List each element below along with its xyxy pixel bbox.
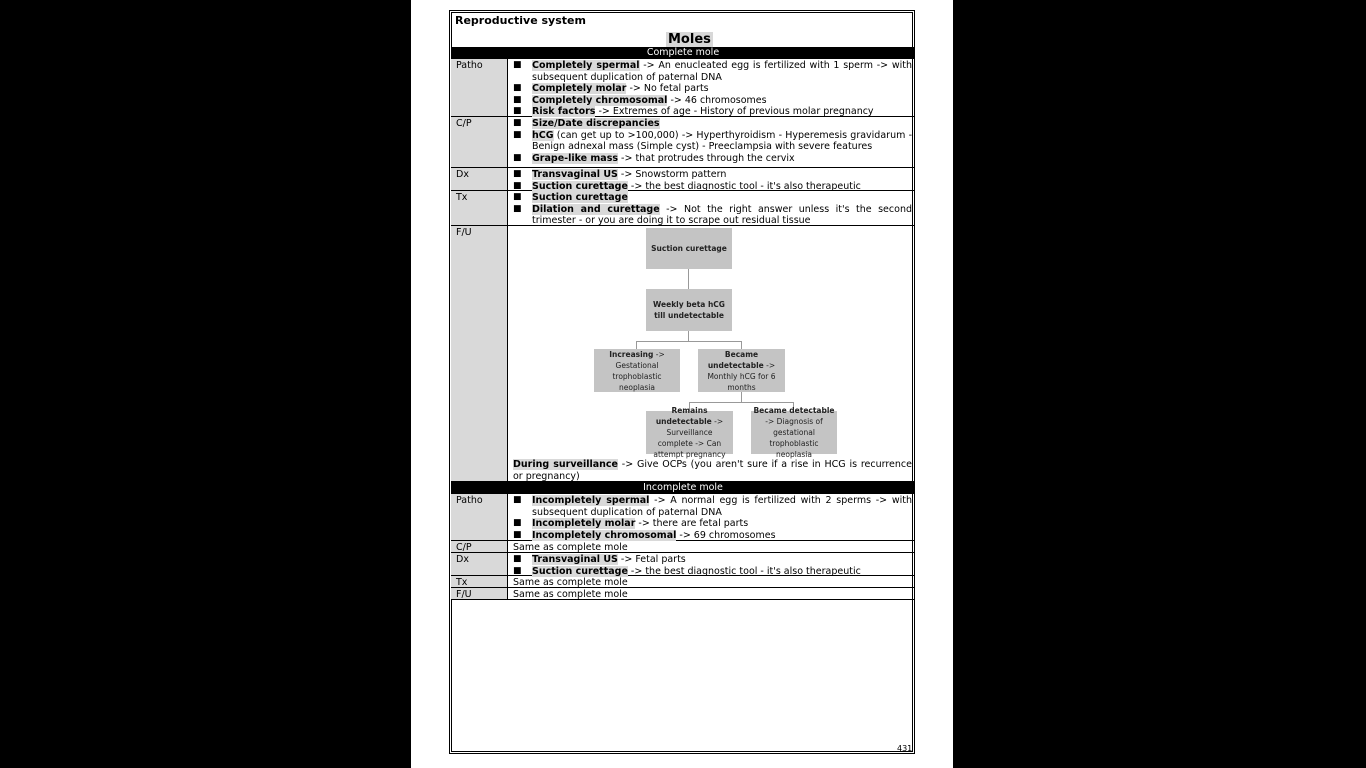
bullet-square-icon: ■ xyxy=(513,495,522,505)
bullet-text xyxy=(532,192,912,204)
bullet-key: Incompletely spermal xyxy=(532,495,650,506)
row-text: Same as complete mole xyxy=(513,589,628,600)
row-label: C/P xyxy=(451,117,508,167)
bullet-key: Size/Date discrepancies xyxy=(532,118,660,129)
incomplete-fu-row xyxy=(451,588,915,600)
bullet-desc: -> Snowstorm pattern xyxy=(617,169,727,180)
flow-connector xyxy=(688,269,689,289)
bullet-list xyxy=(509,494,915,540)
bullet-text xyxy=(532,204,912,227)
bullet-item xyxy=(513,118,912,130)
row-label: F/U xyxy=(451,226,508,481)
surveillance-note xyxy=(513,459,912,482)
bullet-item xyxy=(513,130,912,153)
bullet-square-icon: ■ xyxy=(513,529,522,540)
flow-box-suction xyxy=(646,228,732,269)
section-header: Reproductive system xyxy=(455,14,586,27)
row-text: Same as complete mole xyxy=(513,542,628,553)
bullet-item xyxy=(513,95,912,107)
bullet-key: Transvaginal US xyxy=(532,554,618,565)
bullet-key: Risk factors xyxy=(532,106,596,117)
bullet-text xyxy=(532,169,912,181)
bullet-item xyxy=(513,169,912,181)
bullet-item xyxy=(513,495,912,518)
bullet-square-icon: ■ xyxy=(513,518,522,528)
bullet-square-icon: ■ xyxy=(513,180,522,191)
bullet-text xyxy=(532,95,912,107)
surveillance-text: -> Give OCPs (you aren't sure if a rise in HCG is recurrence or pregnancy) xyxy=(513,459,912,482)
bullet-text xyxy=(532,130,912,153)
flow-box-key: Increasing xyxy=(609,349,654,359)
bullet-desc: -> A normal egg is fertilized with 2 sperms -> with subsequent duplication of paternal DNA xyxy=(532,495,912,518)
complete-patho-row xyxy=(451,59,915,117)
complete-cp-row xyxy=(451,117,915,168)
incomplete-dx-row xyxy=(451,553,915,576)
bullet-square-icon: ■ xyxy=(513,192,522,202)
row-label: F/U xyxy=(451,588,508,599)
bullet-text xyxy=(532,153,912,165)
bullet-desc: -> the best diagnostic tool - it's also therapeutic xyxy=(627,565,861,577)
bullet-item xyxy=(513,518,912,530)
bullet-text xyxy=(532,530,912,542)
bullet-list xyxy=(509,117,915,167)
bullet-desc: -> 46 chromosomes xyxy=(667,94,767,106)
fu-cell xyxy=(509,226,915,481)
bullet-item xyxy=(513,106,912,118)
row-label: Patho xyxy=(451,59,508,116)
bullet-item xyxy=(513,554,912,566)
row-label: Dx xyxy=(451,553,508,575)
bullet-square-icon: ■ xyxy=(513,152,522,163)
flow-box-undetectable xyxy=(698,349,785,392)
bullet-square-icon: ■ xyxy=(513,169,522,179)
document-page xyxy=(411,0,953,768)
flow-box-label: Suction curettage xyxy=(651,244,727,253)
flow-box-key: Remains undetectable xyxy=(655,406,712,426)
bullet-item xyxy=(513,83,912,95)
bullet-list xyxy=(509,191,915,225)
bullet-key: Incompletely molar xyxy=(532,518,636,529)
bullet-key: Completely molar xyxy=(532,83,627,94)
bullet-key: Completely chromosomal xyxy=(532,94,668,106)
bullet-desc: -> 69 chromosomes xyxy=(676,529,776,541)
bullet-square-icon: ■ xyxy=(513,565,522,576)
incomplete-cp-row xyxy=(451,541,915,553)
row-label: Tx xyxy=(451,576,508,587)
bullet-desc: (can get up to >100,000) -> Hyperthyroidism - Hyperemesis gravidarum - Benign adnexal mass (Simple cyst) - Preeclampsia with severe features xyxy=(532,129,912,152)
bullet-key: Completely spermal xyxy=(532,60,640,71)
flow-box-weekly xyxy=(646,289,732,331)
flow-box-text: -> Surveillance complete -> Can attempt pregnancy xyxy=(653,417,726,459)
bullet-square-icon: ■ xyxy=(513,203,522,214)
bullet-desc: -> No fetal parts xyxy=(626,83,709,94)
bullet-item xyxy=(513,192,912,204)
flow-box-key: Became detectable xyxy=(753,406,835,415)
row-label: Dx xyxy=(451,168,508,190)
row-label: C/P xyxy=(451,541,508,552)
bullet-square-icon: ■ xyxy=(513,106,522,116)
bullet-text xyxy=(532,518,912,530)
bullet-square-icon: ■ xyxy=(513,118,522,128)
flow-connector xyxy=(689,402,794,403)
complete-fu-row xyxy=(451,226,915,482)
complete-mole-heading: Complete mole xyxy=(451,47,915,59)
surveillance-key: During surveillance xyxy=(513,459,618,470)
bullet-text xyxy=(532,106,912,118)
bullet-square-icon: ■ xyxy=(513,83,522,93)
bullet-key: Suction curettage xyxy=(532,192,628,203)
flow-box-label: Weekly beta hCG till undetectable xyxy=(653,300,725,320)
bullet-square-icon: ■ xyxy=(513,94,522,105)
row-text: Same as complete mole xyxy=(513,577,628,588)
bullet-list xyxy=(509,553,915,575)
complete-dx-row xyxy=(451,168,915,191)
bullet-list xyxy=(509,59,915,116)
flow-box-increasing xyxy=(594,349,680,392)
bullet-desc: -> there are fetal parts xyxy=(635,518,749,529)
flow-box-key: Became undetectable xyxy=(707,349,764,370)
incomplete-tx-row xyxy=(451,576,915,588)
flow-box-remains xyxy=(646,406,733,459)
bullet-list xyxy=(509,168,915,190)
bullet-key: Suction curettage xyxy=(532,565,628,577)
bullet-key: Incompletely chromosomal xyxy=(532,529,677,541)
bullet-square-icon: ■ xyxy=(513,60,522,70)
flow-box-text: -> Monthly hCG for 6 months xyxy=(707,360,776,392)
bullet-key: Dilation and curettage xyxy=(532,203,660,215)
incomplete-patho-row xyxy=(451,494,915,541)
row-label: Patho xyxy=(451,494,508,540)
flow-box-detectable xyxy=(751,406,837,459)
row-label: Tx xyxy=(451,191,508,225)
bullet-desc: -> An enucleated egg is fertilized with 1 sperm -> with subsequent duplication of paternal DNA xyxy=(532,60,912,83)
bullet-desc: -> Fetal parts xyxy=(617,554,686,565)
bullet-key: Suction curettage xyxy=(532,180,628,192)
bullet-item xyxy=(513,530,912,542)
flow-box-text: -> Gestational trophoblastic neoplasia xyxy=(612,349,665,392)
bullet-text xyxy=(532,554,912,566)
flow-box-text: -> Diagnosis of gestational trophoblastic neoplasia xyxy=(765,417,823,459)
bullet-desc: -> the best diagnostic tool - it's also therapeutic xyxy=(627,180,861,192)
bullet-text xyxy=(532,60,912,83)
flow-connector xyxy=(636,341,742,342)
flow-connector xyxy=(741,392,742,402)
bullet-text xyxy=(532,118,912,130)
bullet-text xyxy=(532,495,912,518)
bullet-key: Grape-like mass xyxy=(532,152,619,164)
bullet-item xyxy=(513,204,912,227)
bullet-key: Transvaginal US xyxy=(532,169,618,180)
bullet-item xyxy=(513,153,912,165)
bullet-text xyxy=(532,83,912,95)
bullet-desc: -> that protrudes through the cervix xyxy=(618,152,795,164)
complete-tx-row xyxy=(451,191,915,226)
bullet-desc: -> Not the right answer unless it's the second trimester - or you are doing it to scrape out residual tissue xyxy=(532,203,912,226)
page-title: Moles xyxy=(668,32,711,47)
bullet-desc: -> Extremes of age - History of previous molar pregnancy xyxy=(595,106,874,117)
flow-connector xyxy=(688,331,689,341)
page-number: 431 xyxy=(897,744,913,753)
incomplete-mole-heading: Incomplete mole xyxy=(451,482,915,494)
bullet-item xyxy=(513,60,912,83)
bullet-key: hCG xyxy=(532,129,554,141)
bullet-square-icon: ■ xyxy=(513,129,522,140)
bullet-square-icon: ■ xyxy=(513,554,522,564)
